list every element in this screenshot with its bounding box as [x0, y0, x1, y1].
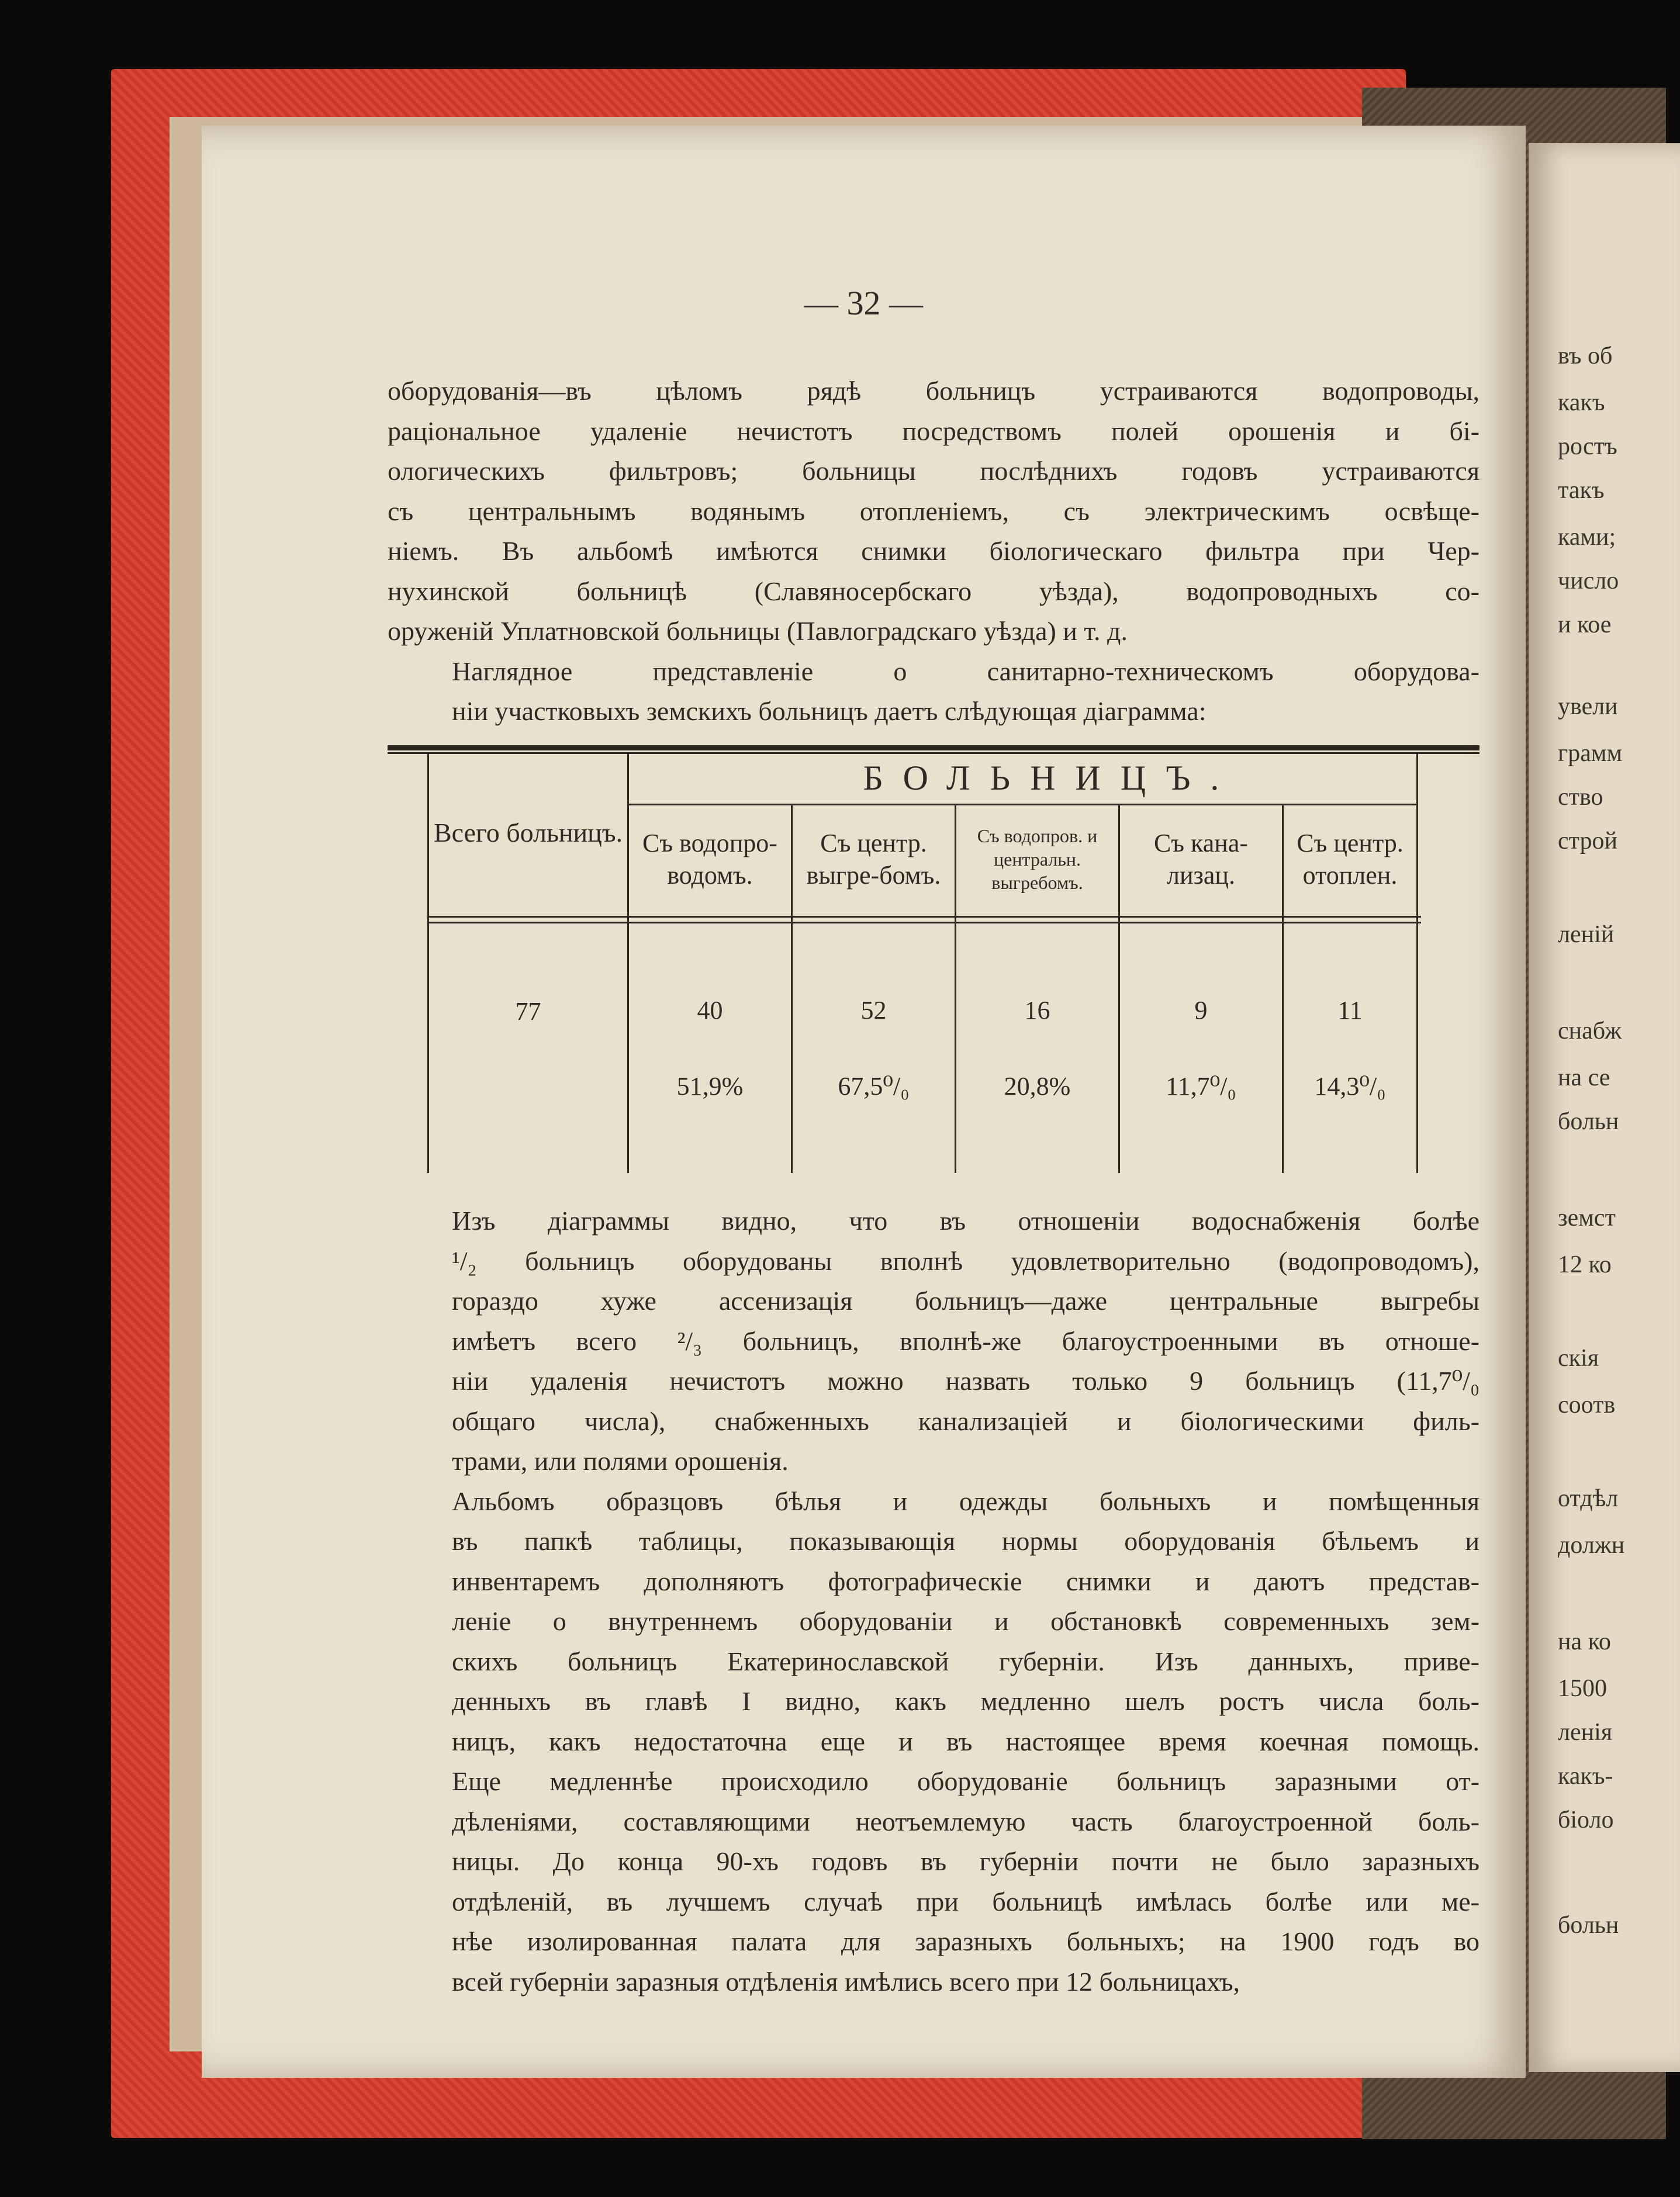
next-page-line: число — [1558, 568, 1619, 594]
table-percent-2: 67,5⁰/₀ — [838, 1072, 910, 1101]
next-page-line: біоло — [1558, 1807, 1614, 1833]
paragraph — [388, 1482, 1479, 2002]
diagram-table — [388, 745, 1479, 1178]
text-line: леніе о внутреннемъ оборудованіи и обстановкѣ современныхъ зем- — [452, 1606, 1479, 1636]
next-page-fragment — [1529, 143, 1680, 2072]
page-number: — 32 — — [804, 284, 923, 322]
next-page-line: грамм — [1558, 740, 1623, 767]
text-line: трами, или полями орошенія. — [452, 1446, 789, 1476]
text-line: общаго числа), снабженныхъ канализаціей и біологическими филь- — [452, 1406, 1479, 1436]
table-total-value: 77 — [515, 997, 541, 1026]
table-header-total: Всего больницъ. — [433, 818, 623, 848]
next-page-line: строй — [1558, 828, 1617, 854]
text-line: ніи участковыхъ земскихъ больницъ даетъ слѣдующая діаграмма: — [452, 696, 1207, 726]
text-line: оруженій Уплатновской больницы (Павлоградскаго уѣзда) и т. д. — [388, 616, 1128, 646]
table-count-1: 40 — [697, 996, 723, 1025]
next-page-line: ростъ — [1558, 433, 1617, 460]
next-page-line: ками; — [1558, 524, 1616, 551]
next-page-line: больн — [1558, 1108, 1619, 1135]
table-header-col-3: Съ водопров. и центральн. выгребомъ. — [977, 825, 1098, 893]
text-line: раціональное удаленіе нечистотъ посредствомъ полей орошенія и бі- — [388, 416, 1479, 446]
text-line: Альбомъ образцовъ бѣлья и одежды больныхъ и помѣщенныя — [452, 1486, 1479, 1516]
text-line: въ папкѣ таблицы, показывающія нормы оборудованія бѣльемъ и — [452, 1526, 1479, 1556]
table-count-2: 52 — [860, 996, 887, 1025]
next-page-line: ство — [1558, 784, 1603, 811]
text-line: инвентаремъ дополняютъ фотографическіе снимки и даютъ представ- — [452, 1566, 1479, 1596]
table-group-rule — [627, 804, 1418, 805]
table-header-col-4: Съ кана-лизац. — [1153, 829, 1249, 890]
table-header-col-2: Съ центр. выгре-бомъ. — [806, 829, 941, 890]
table-top-rule — [388, 745, 1479, 750]
book-page — [202, 126, 1526, 2078]
text-line: ницъ, какъ недостаточна еще и въ настоящее время коечная помощь. — [452, 1726, 1479, 1756]
text-line: дѣленіями, составляющими неотъемлемую часть благоустроенной боль- — [452, 1806, 1479, 1836]
next-page-line: увели — [1558, 693, 1618, 720]
text-line: ¹/₂ больницъ оборудованы вполнѣ удовлетворительно (водопроводомъ), — [452, 1245, 1479, 1276]
next-page-line: скія — [1558, 1345, 1599, 1372]
table-header-rule-2 — [427, 922, 1421, 923]
text-line: Еще медленнѣе происходило оборудованіе больницъ заразными от- — [452, 1766, 1479, 1796]
text-line: гораздо хуже ассенизація больницъ—даже центральные выгребы — [452, 1286, 1479, 1316]
text-line: ницы. До конца 90-хъ годовъ въ губерніи почти не было заразныхъ — [452, 1846, 1479, 1876]
text-block-top — [388, 371, 1479, 732]
next-page-line: ленія — [1558, 1719, 1613, 1746]
next-page-line: отдѣл — [1558, 1485, 1619, 1512]
text-line: съ центральнымъ водянымъ отопленіемъ, съ электрическимъ освѣще- — [388, 496, 1479, 526]
table-percent-5: 14,3⁰/₀ — [1314, 1072, 1386, 1101]
text-line: нухинской больницѣ (Славяносербскаго уѣзда), водопроводныхъ со- — [388, 576, 1479, 606]
next-page-line: больн — [1558, 1912, 1619, 1939]
text-line: ніи удаленія нечистотъ можно назвать только 9 больницъ (11,7⁰/₀ — [452, 1366, 1479, 1396]
table-percent-1: 51,9% — [676, 1072, 744, 1101]
table-percent-3: 20,8% — [1004, 1072, 1071, 1101]
next-page-line: и кое — [1558, 611, 1612, 638]
table-count-4: 9 — [1194, 996, 1208, 1025]
text-line: Наглядное представленіе о санитарно-техническомъ оборудова- — [452, 656, 1479, 686]
text-line: имѣетъ всего ²/₃ больницъ, вполнѣ-же благоустроенными въ отноше- — [452, 1326, 1479, 1356]
paragraph — [388, 652, 1479, 732]
next-page-line: леній — [1558, 921, 1615, 948]
table-right-border — [1416, 752, 1418, 1173]
text-block-bottom — [388, 1201, 1479, 2002]
table-header-rule-1 — [427, 916, 1421, 918]
table-header-col-5: Съ центр. отоплен. — [1297, 829, 1404, 890]
text-line: ніемъ. Въ альбомѣ имѣются снимки біологическаго фильтра при Чер- — [388, 536, 1479, 566]
next-page-line: земст — [1558, 1205, 1616, 1231]
paragraph — [388, 1201, 1479, 1482]
table-percent-4: 11,7⁰/₀ — [1166, 1072, 1236, 1101]
text-line: отдѣленій, въ лучшемъ случаѣ при больницѣ имѣлась болѣе или ме- — [452, 1886, 1479, 1916]
text-line: нѣе изолированная палата для заразныхъ больныхъ; на 1900 годъ во — [452, 1926, 1479, 1956]
next-page-line: 1500 — [1558, 1675, 1607, 1702]
text-line: денныхъ въ главѣ I видно, какъ медленно шелъ ростъ числа боль- — [452, 1686, 1479, 1716]
next-page-line: должн — [1558, 1532, 1625, 1559]
next-page-line: какъ- — [1558, 1763, 1613, 1790]
next-page-line: снабж — [1558, 1018, 1622, 1044]
text-line: всей губерніи заразныя отдѣленія имѣлись всего при 12 больницахъ, — [452, 1966, 1240, 1997]
text-line: ологическихъ фильтровъ; больницы послѣднихъ годовъ устраиваются — [388, 456, 1479, 486]
table-header-col-1: Съ водопро-водомъ. — [642, 829, 777, 890]
table-group-header: БОЛЬНИЦЪ. — [863, 759, 1239, 797]
next-page-line: на се — [1558, 1064, 1610, 1091]
paragraph — [388, 371, 1479, 652]
next-page-line: 12 ко — [1558, 1251, 1612, 1278]
text-line: Изъ діаграммы видно, что въ отношеніи водоснабженія болѣе — [452, 1206, 1479, 1236]
table-top-rule-thin — [388, 752, 1479, 754]
next-page-line: въ об — [1558, 342, 1613, 369]
text-line: оборудованія—въ цѣломъ рядѣ больницъ устраиваются водопроводы, — [388, 376, 1479, 406]
next-page-line: такъ — [1558, 477, 1605, 504]
table-count-3: 16 — [1024, 996, 1050, 1025]
next-page-line: соотв — [1558, 1392, 1616, 1418]
table-count-5: 11 — [1337, 996, 1363, 1025]
text-line: скихъ больницъ Екатеринославской губерніи. Изъ данныхъ, приве- — [452, 1646, 1479, 1676]
next-page-line: какъ — [1558, 389, 1605, 416]
next-page-line: на ко — [1558, 1628, 1611, 1655]
